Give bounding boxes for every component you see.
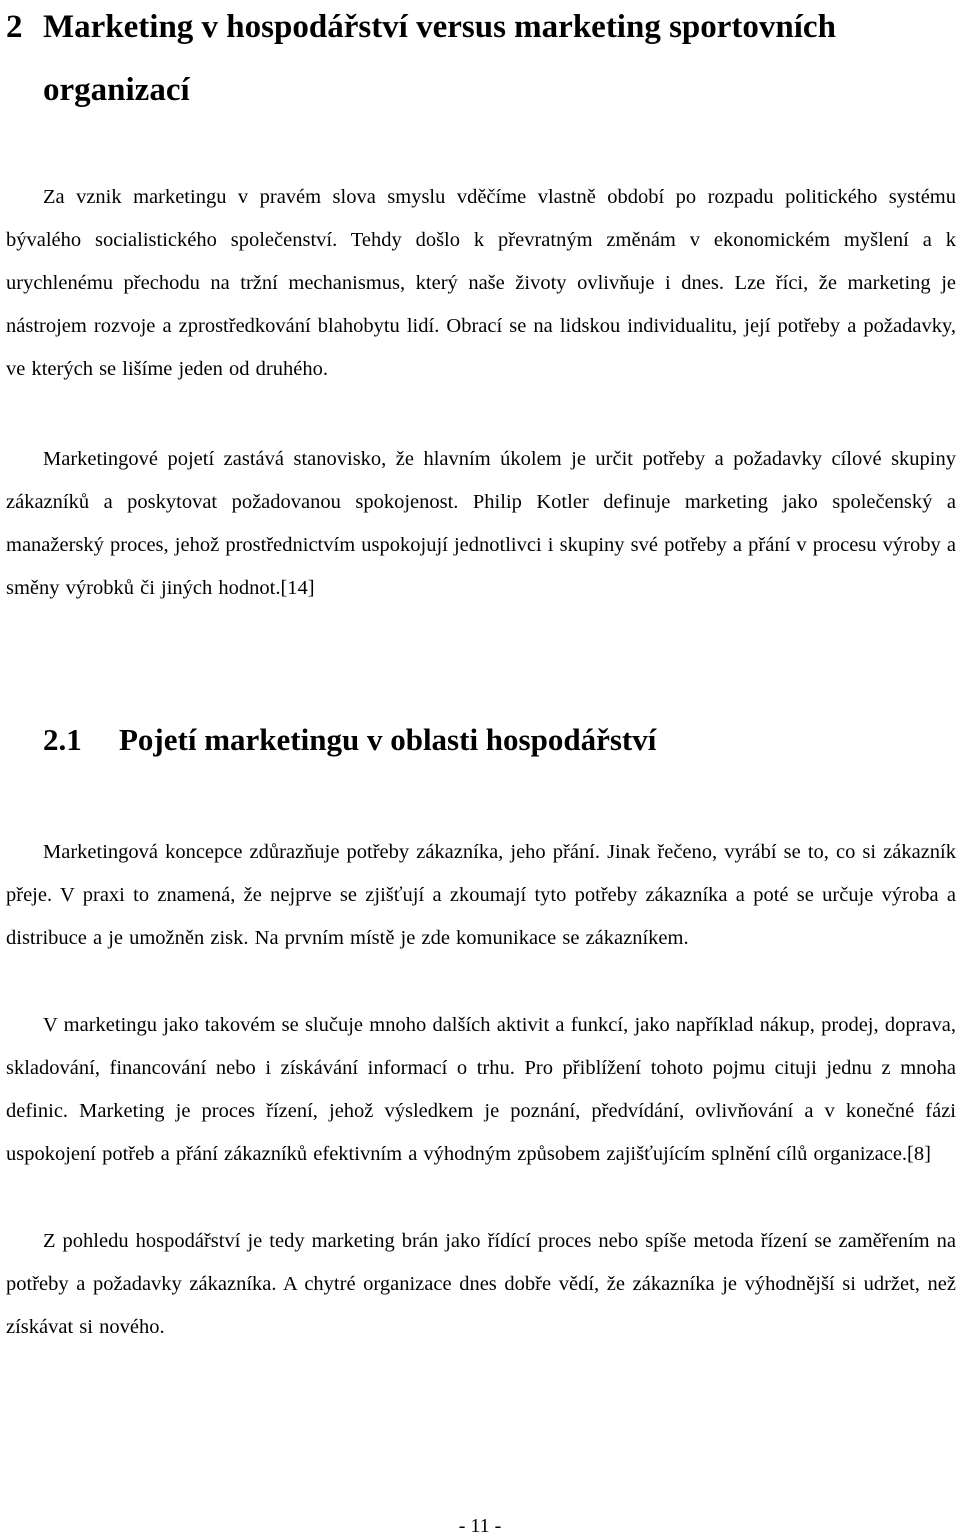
intro-paragraph-2: Marketingové pojetí zastává stanovisko, že hlavním úkolem je určit potřeby a požadavky cílové skupiny zákazníků a poskytovat požadovanou spokojenost. Philip Kotler definuje marketing jako společenský a manažerský proces, jehož prostřednictvím uspokojují jednotlivci i skupiny své potřeby a přání v procesu výroby a směny výrobků či jiných hodnot.[14]	[6, 448, 956, 599]
chapter-heading	[6, 0, 956, 122]
chapter-number: 2	[6, 9, 23, 45]
section-title: Pojetí marketingu v oblasti hospodářství	[119, 722, 657, 757]
intro-paragraph-1: Za vznik marketingu v pravém slova smyslu vděčíme vlastně období po rozpadu politického systému bývalého socialistického společenství. Tehdy došlo k převratným změnám v ekonomickém myšlení a k urychlenému přechodu na tržní mechanismus, který naše životy ovlivňuje i dnes. Lze říci, že marketing je nástrojem rozvoje a zprostředkování blahobytu lidí. Obrací se na lidskou individualitu, její potřeby a požadavky, ve kterých se lišíme jeden od druhého.	[6, 186, 956, 380]
section-paragraph-1: Marketingová koncepce zdůrazňuje potřeby zákazníka, jeho přání. Jinak řečeno, vyrábí se to, co si zákazník přeje. V praxi to znamená, že nejprve se zjišťují a zkoumají tyto potřeby zákazníka a poté se určuje výroba a distribuce a je umožněn zisk. Na prvním místě je zde komunikace se zákazníkem.	[6, 841, 956, 949]
page-number: - 11 -	[458, 1515, 502, 1537]
chapter-title-line2: organizací	[43, 72, 190, 108]
section-heading	[43, 715, 656, 765]
section-paragraph-2: V marketingu jako takovém se slučuje mnoho dalších aktivit a funkcí, jako například nákup, prodej, doprava, skladování, financování nebo i získávání informací o trhu. Pro přiblížení tohoto pojmu cituji jednu z mnoha definic. Marketing je proces řízení, jehož výsledkem je poznání, předvídání, ovlivňování a v konečné fázi uspokojení potřeb a přání zákazníků efektivním a výhodným způsobem zajišťujícím splnění cílů organizace.[8]	[6, 1014, 956, 1165]
section-number: 2.1	[43, 722, 82, 757]
chapter-title-line1: Marketing v hospodářství versus marketing sportovních	[43, 9, 836, 45]
section-paragraph-3: Z pohledu hospodářství je tedy marketing brán jako řídící proces nebo spíše metoda řízení se zaměřením na potřeby a požadavky zákazníka. A chytré organizace dnes dobře vědí, že zákazníka je výhodnější si udržet, než získávat si nového.	[6, 1230, 956, 1338]
